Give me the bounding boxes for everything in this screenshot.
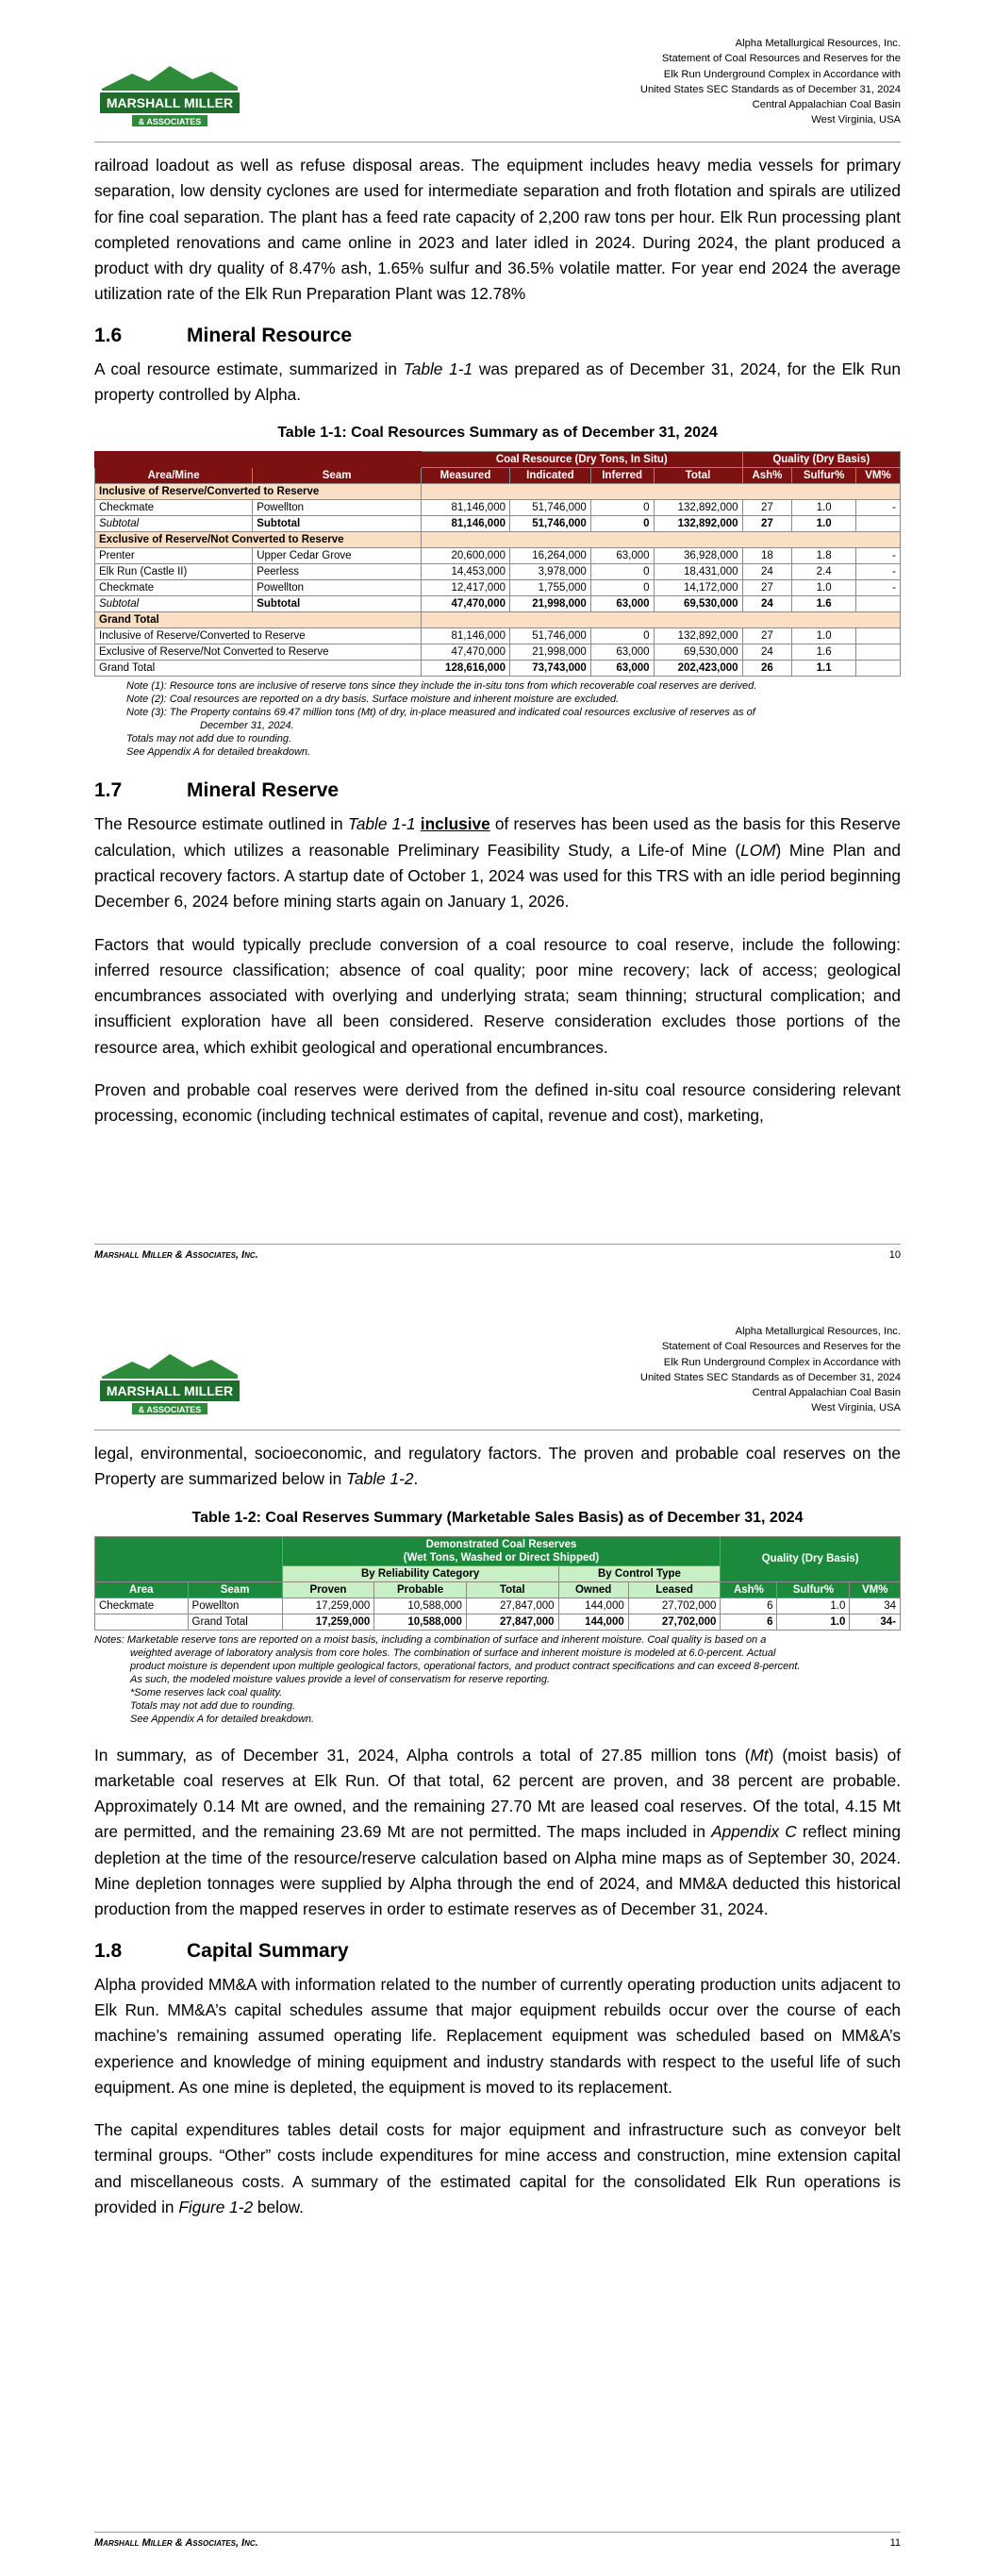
column-header: Area (95, 1581, 189, 1597)
footer-divider (94, 2532, 901, 2533)
column-subgroup-reliability: By Reliability Category (282, 1565, 558, 1581)
column-header: Probable (374, 1581, 467, 1597)
table-row: Prenter Upper Cedar Grove 20,600,000 16,264,000 63,000 36,928,000 18 1.8 - (95, 548, 901, 564)
column-header: Seam (188, 1581, 282, 1597)
table-grand-total-row: Grand Total 17,259,000 10,588,000 27,847,000 144,000 27,702,000 6 1.0 34- (95, 1614, 901, 1630)
column-header: Ash% (742, 468, 792, 484)
column-header: Seam (253, 468, 422, 484)
column-header: Total (466, 1581, 558, 1597)
header-line: Elk Run Underground Complex in Accordance with (663, 1356, 901, 1368)
reserves-table (94, 1536, 901, 1631)
column-header: Total (654, 468, 742, 484)
column-header: Sulfur% (777, 1581, 850, 1597)
footer-divider (94, 1244, 901, 1245)
table-grand-total-row: Grand Total 128,616,000 73,743,000 63,000 202,423,000 26 1.1 (95, 661, 901, 677)
paragraph-summary: In summary, as of December 31, 2024, Alpha controls a total of 27.85 million tons (Mt) (moist basis) of marketable coal reserves at Elk Run. Of that total, 62 percent are proven, and 38 percent are probable. Approximately 0.14 Mt are owned, and the remaining 27.70 Mt are leased coal reserves. Of the total, 4.15 Mt are permitted, and the remaining 23.69 Mt are not permitted. The maps included in Appendix C reflect mining depletion at the time of the resource/reserve calculation based on Alpha mine maps as of September 30, 2024. Mine depletion tonnages were supplied by Alpha through the end of 2024, and MM&A deducted this historical production from the mapped reserves in order to estimate reserves as of December 31, 2024. (94, 1745, 901, 1919)
svg-text:MARSHALL MILLER: MARSHALL MILLER (106, 1383, 234, 1398)
table-row: Exclusive of Reserve/Not Converted to Reserve 47,470,000 21,998,000 63,000 69,530,000 24 1.6 (95, 644, 901, 661)
table-row: Checkmate Powellton 81,146,000 51,746,000 0 132,892,000 27 1.0 - (95, 500, 901, 516)
table-section-header: Exclusive of Reserve/Not Converted to Reserve (95, 532, 901, 548)
column-header: VM% (855, 468, 900, 484)
column-header: Sulfur% (792, 468, 856, 484)
footer-company: Marshall Miller & Associates, Inc. (94, 1249, 258, 1261)
column-header: Inferred (590, 468, 654, 484)
company-logo (94, 57, 245, 132)
header-line: Alpha Metallurgical Resources, Inc. (735, 1326, 901, 1337)
table-1-2-caption: Table 1-2: Coal Reserves Summary (Marketable Sales Basis) as of December 31, 2024 (191, 1509, 804, 1526)
svg-text:MARSHALL MILLER: MARSHALL MILLER (106, 95, 234, 110)
column-header: Area/Mine (95, 468, 253, 484)
resources-table (94, 451, 901, 677)
page-number: 10 (888, 1249, 901, 1261)
header-line: Central Appalachian Coal Basin (752, 1387, 901, 1399)
column-header: Measured (422, 468, 510, 484)
column-group-resource: Coal Resource (Dry Tons, In Situ) (422, 452, 743, 468)
header-line: Statement of Coal Resources and Reserves for the (661, 1341, 901, 1353)
header-line: West Virginia, USA (811, 114, 901, 126)
page-11 (0, 1288, 995, 2576)
table-1-2-notes: Notes: Marketable reserve tons are reported on a moist basis, including a combination of surface and inherent moisture. Coal quality is based on a weighted average of laboratory analysis from core holes. The combination of surface and inherent moisture is modeled at 6.0-percent. Actual product moisture is dependent upon multiple geological factors, operational factors, and product contract specifications and can exceed 8-percent. As such, the modeled moisture values provide a level of conservatism for reserve reporting. *Some reserves lack coal quality. Totals may not add due to rounding. See Appendix A for detailed breakdown. (94, 1633, 801, 1725)
table-subtotal-row: Subtotal Subtotal 81,146,000 51,746,000 0 132,892,000 27 1.0 (95, 516, 901, 532)
page-10-content (94, 153, 901, 1146)
column-header: Leased (628, 1581, 721, 1597)
column-group-quality: Quality (Dry Basis) (742, 452, 900, 468)
table-row: Checkmate Powellton 17,259,000 10,588,000 27,847,000 144,000 27,702,000 6 1.0 34 (95, 1597, 901, 1614)
column-subgroup-control: By Control Type (558, 1565, 721, 1581)
section-heading-1-8: 1.8 Capital Summary (94, 1939, 349, 1962)
table-1-1-notes: Note (1): Resource tons are inclusive of reserve tons since they include the in-situ tons from which recoverable coal reserves are derived. Note (2): Coal resources are reported on a dry basis. Surface moisture and inherent moisture are excluded. Note (3): The Property contains 69.47 million tons (Mt) of dry, in-place measured and indicated coal resources exclusive of reserves as of December 31, 2024. Totals may not add due to rounding. See Appendix A for detailed breakdown. (126, 680, 757, 759)
paragraph-intro: legal, environmental, socioeconomic, and regulatory factors. The proven and probable coal reserves on the Property are summarized below in Table 1-2. (94, 1444, 901, 1489)
svg-text:& ASSOCIATES: & ASSOCIATES (138, 117, 202, 126)
header-line: United States SEC Standards as of December 31, 2024 (639, 1371, 901, 1383)
paragraph-proven-probable: Proven and probable coal reserves were derived from the defined in-situ coal resource considering relevant processing, economic (including technical estimates of capital, revenue and cost), marketing, (94, 1080, 901, 1126)
page-number: 11 (889, 2537, 901, 2549)
header-line: West Virginia, USA (811, 1402, 901, 1414)
column-header: Owned (558, 1581, 628, 1597)
table-section-header: Inclusive of Reserve/Converted to Reserve (95, 484, 901, 500)
paragraph-factors: Factors that would typically preclude conversion of a coal resource to coal reserve, include the following: inferred resource classification; absence of coal quality; poor mine recovery; lack of access; geological encumbrances associated with overlying and underlying strata; seam thinning; structural complication; and insufficient exploration have all been considered. Reserve consideration excludes those portions of the resource area, which exhibit geological and operational encumbrances. (94, 934, 901, 1057)
paragraph-capital-2: The capital expenditures tables detail costs for major equipment and infrastructure such as conveyor belt terminal groups. “Other” costs include expenditures for mine access and construction, mine extension capital and miscellaneous costs. A summary of the estimated capital for the consolidated Elk Run operations is provided in Figure 1-2 below. (94, 2120, 901, 2217)
paragraph-reserve-basis: The Resource estimate outlined in Table 1-1 inclusive of reserves has been used as the basis for this Reserve calculation, which utilizes a reasonable Preliminary Feasibility Study, a Life-of Mine (LOM) Mine Plan and practical recovery factors. A startup date of October 1, 2024 was used for this TRS with an idle period beginning December 6, 2024 before mining starts again on January 1, 2026. (94, 814, 901, 912)
column-header: Indicated (510, 468, 591, 484)
header-line: Elk Run Underground Complex in Accordance with (663, 68, 901, 80)
column-header: Proven (282, 1581, 374, 1597)
report-header (505, 36, 901, 128)
table-section-header: Grand Total (95, 612, 901, 628)
table-row: Elk Run (Castle II) Peerless 14,453,000 3,978,000 0 18,431,000 24 2.4 - (95, 564, 901, 580)
header-line: United States SEC Standards as of December 31, 2024 (639, 83, 901, 95)
column-group-quality: Quality (Dry Basis) (721, 1536, 901, 1581)
table-1-1-caption: Table 1-1: Coal Resources Summary as of December 31, 2024 (277, 425, 718, 442)
paragraph-resource: A coal resource estimate, summarized in Table 1-1 was prepared as of December 31, 2024, for the Elk Run property controlled by Alpha. (94, 359, 901, 405)
header-line: Alpha Metallurgical Resources, Inc. (735, 38, 901, 49)
column-header: Ash% (721, 1581, 777, 1597)
header-line: Statement of Coal Resources and Reserves for the (661, 53, 901, 65)
company-logo (94, 1345, 245, 1420)
section-heading-1-7: 1.7 Mineral Reserve (94, 779, 340, 802)
report-header (505, 1324, 901, 1416)
table-row: Inclusive of Reserve/Converted to Reserve 81,146,000 51,746,000 0 132,892,000 27 1.0 (95, 628, 901, 644)
section-heading-1-6: 1.6 Mineral Resource (94, 324, 353, 346)
paragraph-plant: railroad loadout as well as refuse disposal areas. The equipment includes heavy media vessels for primary separation, low density cyclones are used for intermediate separation and froth flotation and spirals are utilized for fine coal separation. The plant has a feed rate capacity of 2,200 raw tons per hour. Elk Run processing plant completed renovations and came online in 2023 and later idled in 2024. During 2024, the plant produced a product with dry quality of 8.47% ash, 1.65% sulfur and 36.5% volatile matter. For year end 2024 the average utilization rate of the Elk Run Preparation Plant was 12.78% (94, 156, 901, 304)
column-group-reserves: Demonstrated Coal Reserves (Wet Tons, Washed or Direct Shipped) (282, 1536, 721, 1565)
table-row: Checkmate Powellton 12,417,000 1,755,000 0 14,172,000 27 1.0 - (95, 580, 901, 596)
header-line: Central Appalachian Coal Basin (752, 99, 901, 111)
footer-company: Marshall Miller & Associates, Inc. (94, 2537, 258, 2549)
column-header: VM% (850, 1581, 901, 1597)
table-subtotal-row: Subtotal Subtotal 47,470,000 21,998,000 63,000 69,530,000 24 1.6 (95, 596, 901, 612)
page-11-content (94, 1441, 901, 2237)
svg-text:& ASSOCIATES: & ASSOCIATES (138, 1405, 202, 1414)
paragraph-capital-1: Alpha provided MM&A with information related to the number of currently operating production units adjacent to Elk Run. MM&A’s capital schedules assume that major equipment rebuilds occur over the course of each machine’s remaining assumed operating life. Replacement equipment was scheduled based on MM&A’s experience and knowledge of mining equipment and industry standards with respect to the useful life of such equipment. As one mine is depleted, the equipment is moved to its replacement. (94, 1974, 901, 2097)
